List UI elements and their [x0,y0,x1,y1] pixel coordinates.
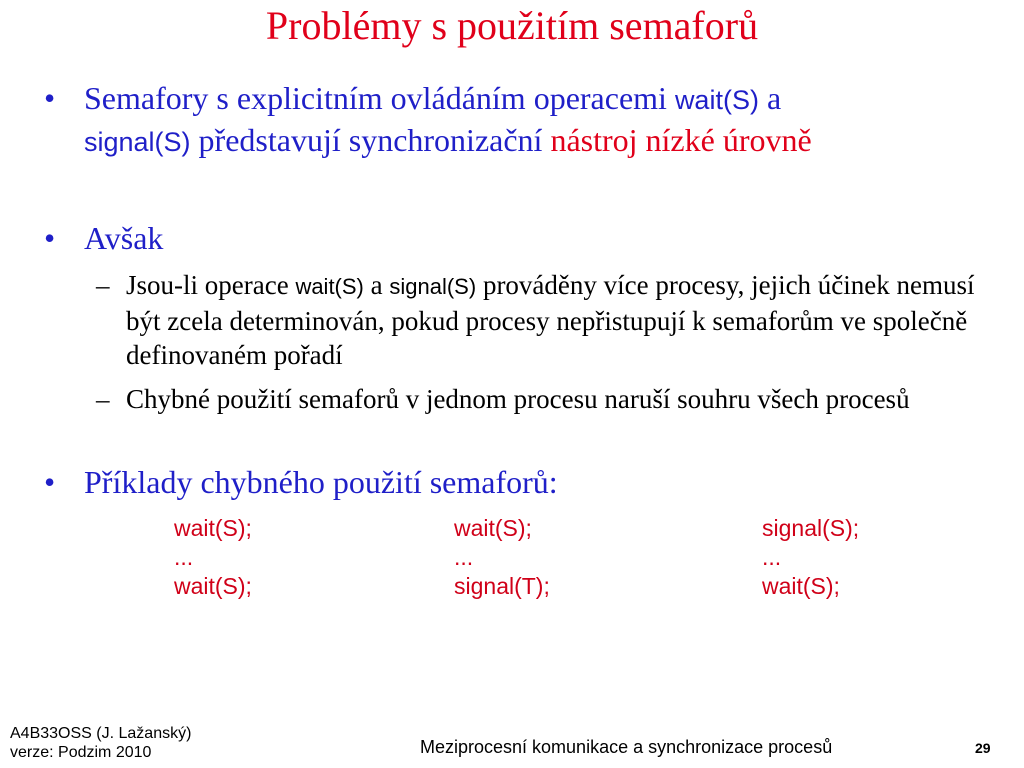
footer-topic: Meziprocesní komunikace a synchronizace procesů [420,737,833,757]
example-column-1 [174,514,252,601]
bullet-marker: • [44,220,56,256]
bullet-text: Příklady chybného použití semaforů: [84,464,558,500]
code-line: ... [762,544,782,570]
code-line: wait(S); [174,573,252,599]
text-run: Jsou-li operace [126,270,296,300]
text-run: Semafory s explicitním ovládáním operacemi [84,80,675,116]
code-line: ... [454,544,474,570]
text-run: a [363,270,390,300]
bullet-text: Avšak [84,220,164,256]
bullet-marker: • [44,80,56,116]
slide-title: Problémy s použitím semaforů [265,3,759,48]
code-signal-s: signal(S) [389,274,477,299]
bullet-text [84,78,984,162]
text-run: představují synchronizační [190,122,551,158]
code-line: ... [174,544,194,570]
footer-course-info [10,724,191,762]
code-line: signal(S); [762,515,860,541]
code-line: signal(T); [454,573,550,599]
dash-marker: – [96,270,110,300]
bullet-marker: • [44,464,56,500]
code-wait-s: wait(S) [674,85,759,115]
code-line: wait(S); [174,515,252,541]
page-number: 29 [975,740,991,756]
example-column-2 [454,514,550,601]
code-line: wait(S); [454,515,532,541]
sub-bullet-text [126,268,976,372]
highlight-low-level-tool: nástroj nízké úrovně [550,122,812,158]
code-signal-s: signal(S) [84,127,191,157]
code-wait-s: wait(S) [295,274,364,299]
dash-marker: – [96,384,110,414]
text-run: prováděny více procesy, jejich účinek nemusí být zcela determinován, pokud procesy nepřistupují k semaforům ve společně definovaném pořadí [126,270,975,370]
example-column-3 [762,514,859,601]
footer-course: A4B33OSS (J. Lažanský) [10,725,192,742]
footer-version: verze: Podzim 2010 [10,744,152,761]
sub-bullet-text: Chybné použití semaforů v jednom procesu naruší souhru všech procesů [126,384,910,414]
text-run: a [758,80,782,116]
code-line: wait(S); [762,573,840,599]
